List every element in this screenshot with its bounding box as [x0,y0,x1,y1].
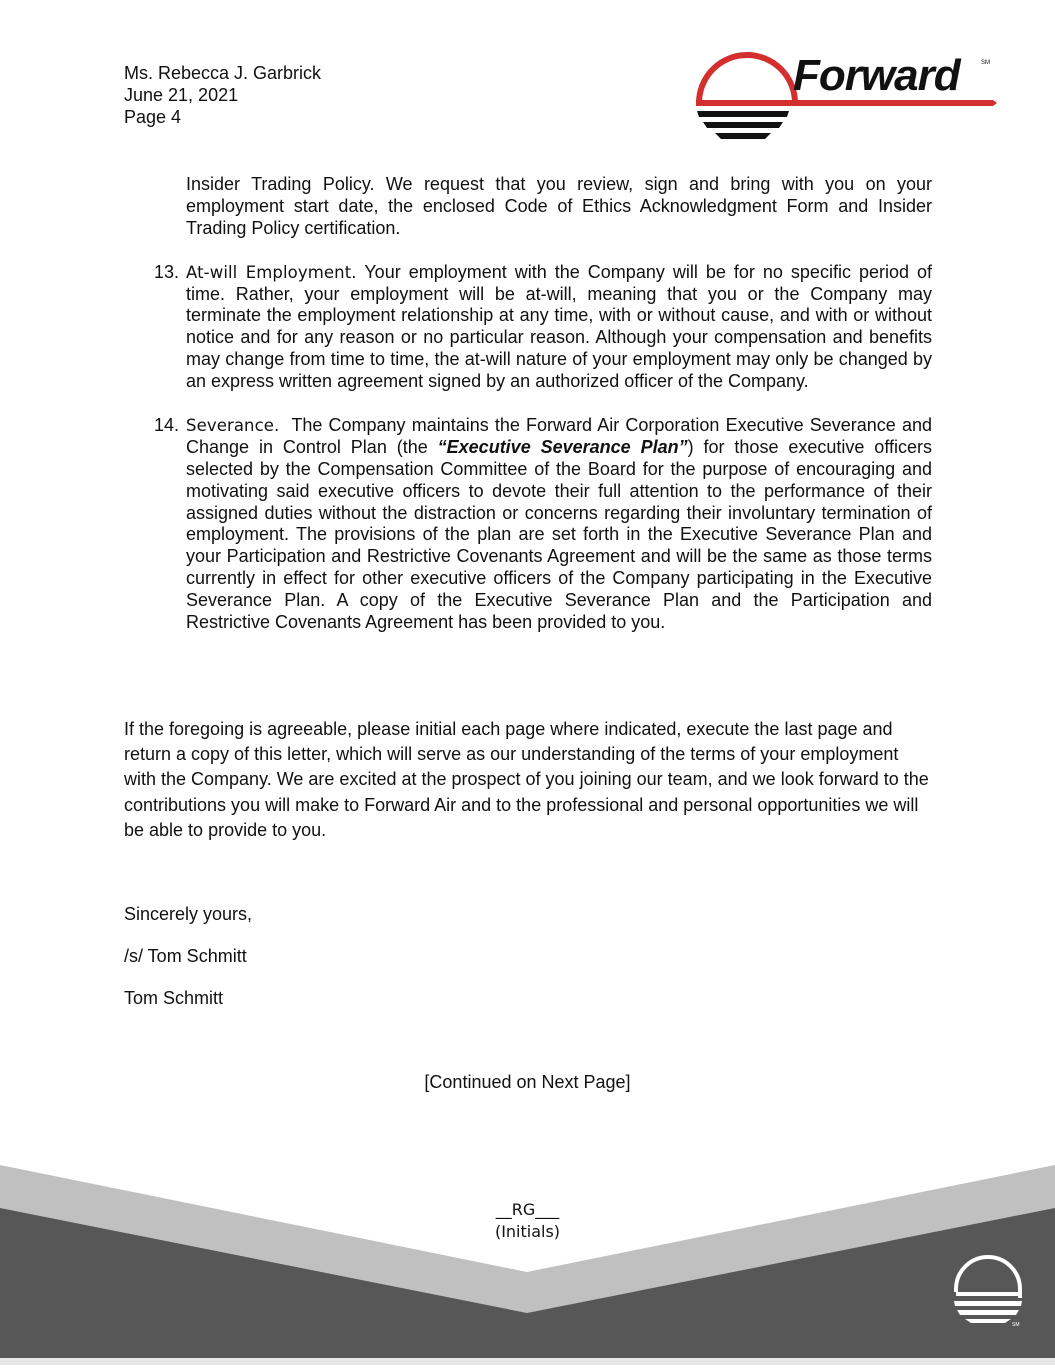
forward-wordmark: Forward [793,51,960,100]
item-text: Your employment with the Company will be for no specific period of time. Rather, your employment will be at-will, meaning that you or the Company may terminate the employment relationship at any time, with or without cause, and with or without notice and for any reason or no particular reason. Although your compensation and benefits may change from time to time, the at-will nature of your employment may only be changed by an express written agreement signed by an authorized officer of the Company. [186,261,933,392]
letter-body [124,174,938,656]
electronic-signature: /s/ Tom Schmitt [124,946,247,966]
footer-chevron-graphic [0,1150,1055,1365]
item-number: 14. [154,414,180,435]
item-title: At-will Employment. [186,262,357,282]
item-text-after: ) for those executive officers selected by the Compensation Committee of the Board for the purpose of encouraging and motivating said executive officers to devote their full attention to the performance of their assigned duties without the distraction or concerns regarding their involuntary termination of employment. The provisions of the plan are set forth in the Executive Severance Plan and your Participation and Restrictive Covenants Agreement and will be the same as those terms currently in effect for other executive officers of the Company participating in the Executive Severance Plan. A copy of the Executive Severance Plan and the Participation and Restrictive Covenants Agreement has been provided to you. [186,436,932,633]
initials-label: (Initials) [494,1222,561,1241]
valediction: Sincerely yours, [124,904,253,924]
item-title: Severance. [186,415,280,435]
continued-note: [Continued on Next Page] [424,1072,631,1092]
initials-block [0,1199,1055,1243]
forward-logo [693,46,999,146]
letter-date: June 21, 2021 [124,85,239,105]
continued-paragraph: Insider Trading Policy. We request that you review, sign and bring with you on your employment start date, the enclosed Code of Ethics Acknowledgment Form and Insider Trading Policy certification. [186,174,932,238]
letter-header [124,62,321,128]
closing-paragraph: If the foregoing is agreeable, please initial each page where indicated, execute the last page and return a copy of this letter, which will serve as our understanding of the terms of your employment with the Company. We are excited at the prospect of you joining our team, and we look forward to the contributions you will make to Forward Air and to the professional and personal opportunities we will be able to provide to you. [124,719,929,840]
page-number: Page 4 [124,107,182,127]
defined-term: “Executive Severance Plan” [437,436,688,457]
forward-air-sun-logo-icon [693,46,999,146]
recipient-name: Ms. Rebecca J. Garbrick [124,63,322,83]
service-mark: SM [1012,1322,1020,1328]
footer-logo [950,1254,1030,1330]
initials-line: __RG___ [495,1200,560,1219]
item-number: 13. [154,261,180,282]
service-mark: SM [981,60,990,66]
list-item-14 [124,414,938,634]
signer-name: Tom Schmitt [124,988,224,1008]
footer-decoration [0,1150,1055,1365]
item-text-before: The Company maintains the Forward Air Corporation Executive Severance and Change in Control Plan (the [186,414,938,457]
list-item-13 [124,262,932,393]
sun-stripes-icon [950,1254,1030,1330]
